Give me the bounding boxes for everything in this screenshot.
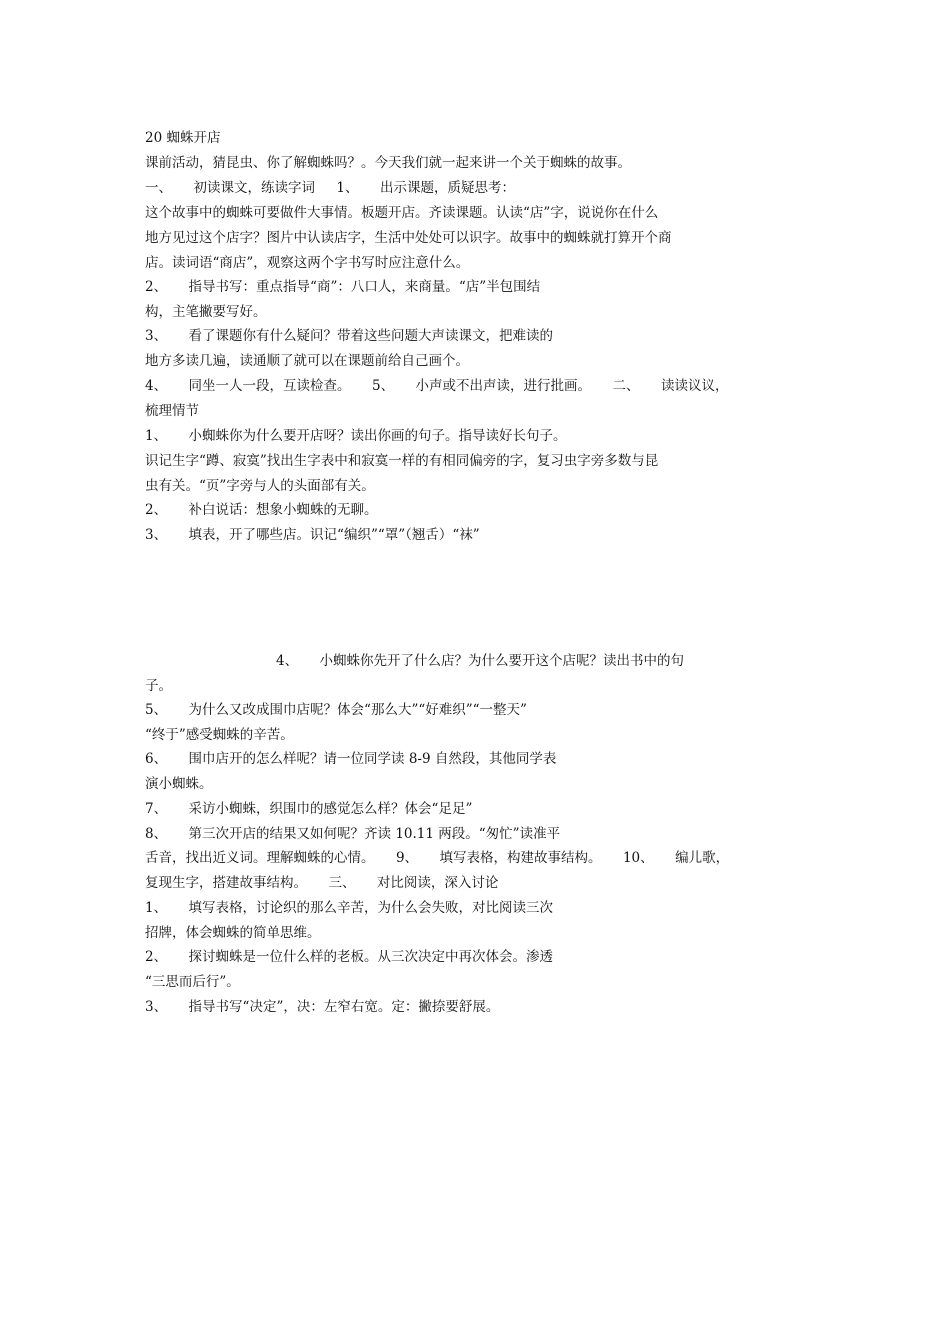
text-line: 3、 看了课题你有什么疑问？带着这些问题大声读课文，把难读的 [145, 328, 554, 344]
text-line: 地方见过这个店字？图片中认读店字，生活中处处可以识字。故事中的蜘蛛就打算开个商 [145, 230, 672, 246]
text-line: 4、 同坐一人一段，互读检查。 5、 小声或不出声读，进行批画。 二、 读读议议， [145, 378, 729, 394]
text-line: 课前活动，猜昆虫、你了解蜘蛛吗？。今天我们就一起来讲一个关于蜘蛛的故事。 [145, 155, 631, 171]
text-line: 地方多读几遍，读通顺了就可以在课题前给自己画个。 [145, 353, 469, 369]
text-line: 一、 初读课文，练读字词 1、 出示课题，质疑思考： [145, 180, 515, 196]
text-line: 复现生字，搭建故事结构。 三、 对比阅读，深入讨论 [145, 875, 499, 891]
text-line: “终于”感受蜘蛛的辛苦。 [145, 727, 294, 743]
text-line: 这个故事中的蜘蛛可要做件大事情。板题开店。齐读课题。认读“店”字，说说你在什么 [145, 205, 659, 221]
text-line: 梳理情节 [145, 403, 199, 419]
text-line: 2、 补白说话：想象小蜘蛛的无聊。 [145, 502, 378, 518]
text-line: 2、 指导书写：重点指导“商”：八口人，来商量。“店”半包围结 [145, 279, 541, 295]
text-line: 招牌，体会蜘蛛的简单思维。 [145, 925, 321, 941]
text-line: 虫有关。“页”字旁与人的头面部有关。 [145, 478, 375, 494]
text-line: 舌音，找出近义词。理解蜘蛛的心情。 9、 填写表格，构建故事结构。 10、 编儿歌， [145, 850, 730, 866]
text-line: 子。 [145, 678, 172, 694]
text-line: 3、 指导书写“决定”，决：左窄右宽。定：撇捺要舒展。 [145, 999, 500, 1015]
text-line: 6、 围巾店开的怎么样呢？请一位同学读 8-9 自然段，其他同学表 [145, 751, 557, 767]
text-line: “三思而后行”。 [145, 974, 240, 990]
text-line: 1、 小蜘蛛你为什么要开店呀？读出你画的句子。指导读好长句子。 [145, 428, 567, 444]
text-line: 8、 第三次开店的结果又如何呢？齐读 10.11 两段。“匆忙”读准平 [145, 826, 561, 842]
text-line: 店。读词语“商店”，观察这两个字书写时应注意什么。 [145, 255, 470, 271]
text-line: 演小蜘蛛。 [145, 776, 213, 792]
text-line: 7、 采访小蜘蛛，织围巾的感觉怎么样？体会“足足” [145, 801, 473, 817]
text-line: 构，主笔撇要写好。 [145, 304, 267, 320]
document-title: 20 蜘蛛开店 [145, 130, 221, 146]
text-line: 识记生字“蹲、寂寞”找出生字表中和寂寞一样的有相同偏旁的字，复习虫字旁多数与昆 [145, 453, 659, 469]
text-line: 4、 小蜘蛛你先开了什么店？为什么要开这个店呢？读出书中的句 [276, 653, 685, 669]
text-line: 2、 探讨蜘蛛是一位什么样的老板。从三次决定中再次体会。渗透 [145, 949, 554, 965]
text-line: 3、 填表，开了哪些店。识记“编织”“罩”（翘舌）“袜” [145, 527, 480, 543]
text-line: 1、 填写表格，讨论织的那么辛苦，为什么会失败，对比阅读三次 [145, 900, 554, 916]
text-line: 5、 为什么又改成围巾店呢？体会“那么大”“好难织”“一整天” [145, 702, 527, 718]
